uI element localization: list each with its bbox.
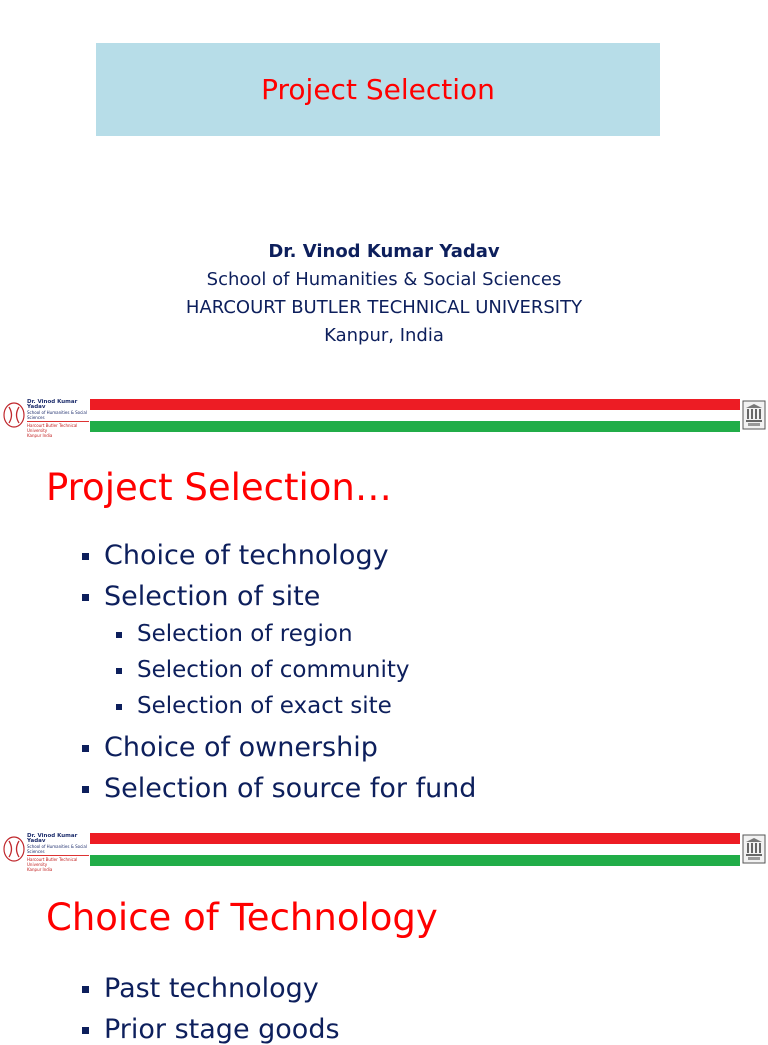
bullet-marker-icon	[82, 745, 89, 752]
bullet-text: Choice of technology	[104, 540, 389, 571]
university-logo-icon	[742, 834, 766, 864]
stripe-green	[90, 421, 740, 432]
banner-text	[27, 399, 89, 438]
bullet-text: Past technology	[104, 973, 319, 1004]
banner-university: Harcourt Butler Technical University	[27, 423, 78, 433]
slide2-heading: Project Selection…	[46, 466, 392, 509]
bullet-marker-icon	[116, 668, 122, 674]
stripe-white	[90, 844, 740, 855]
banner	[0, 398, 768, 438]
tricolor-stripes	[90, 832, 740, 866]
stripe-green	[90, 855, 740, 866]
banner	[0, 832, 768, 872]
tricolor-stripes	[90, 398, 740, 432]
author-logo-icon	[2, 401, 26, 429]
banner-text	[27, 833, 89, 872]
author-block	[0, 238, 768, 350]
stripe-white	[90, 410, 740, 421]
title-box	[96, 43, 660, 136]
bullet-text: Selection of site	[104, 581, 321, 612]
author-location: Kanpur, India	[324, 325, 444, 346]
bullet-text: Selection of exact site	[137, 693, 392, 719]
bullet-marker-icon	[82, 986, 89, 993]
banner-location: Kanpur India	[27, 433, 53, 438]
bullet-marker-icon	[82, 786, 89, 793]
university-logo-icon	[742, 400, 766, 430]
banner-department: School of Humanities & Social Sciences	[27, 844, 87, 854]
author-department: School of Humanities & Social Sciences	[206, 269, 562, 290]
stripe-red	[90, 833, 740, 844]
author-logo-icon	[2, 835, 26, 863]
bullet-marker-icon	[82, 1027, 89, 1034]
author-name: Dr. Vinod Kumar Yadav	[268, 241, 500, 262]
bullet-text: Prior stage goods	[104, 1014, 340, 1045]
banner-name: Dr. Vinod Kumar Yadav	[27, 833, 78, 844]
bullet-text: Selection of region	[137, 621, 353, 647]
bullet-text: Selection of community	[137, 657, 410, 683]
bullet-text: Choice of ownership	[104, 732, 378, 763]
stripe-red	[90, 399, 740, 410]
banner-location: Kanpur India	[27, 867, 53, 872]
bullet-marker-icon	[82, 594, 89, 601]
bullet-text: Selection of source for fund	[104, 773, 477, 804]
bullet-marker-icon	[82, 553, 89, 560]
slide3-heading: Choice of Technology	[46, 896, 438, 939]
banner-name: Dr. Vinod Kumar Yadav	[27, 399, 78, 410]
bullet-marker-icon	[116, 704, 122, 710]
slide1-title: Project Selection	[261, 73, 495, 106]
banner-department: School of Humanities & Social Sciences	[27, 410, 87, 420]
bullet-marker-icon	[116, 632, 122, 638]
author-university: HARCOURT BUTLER TECHNICAL UNIVERSITY	[185, 297, 583, 318]
banner-university: Harcourt Butler Technical University	[27, 857, 78, 867]
